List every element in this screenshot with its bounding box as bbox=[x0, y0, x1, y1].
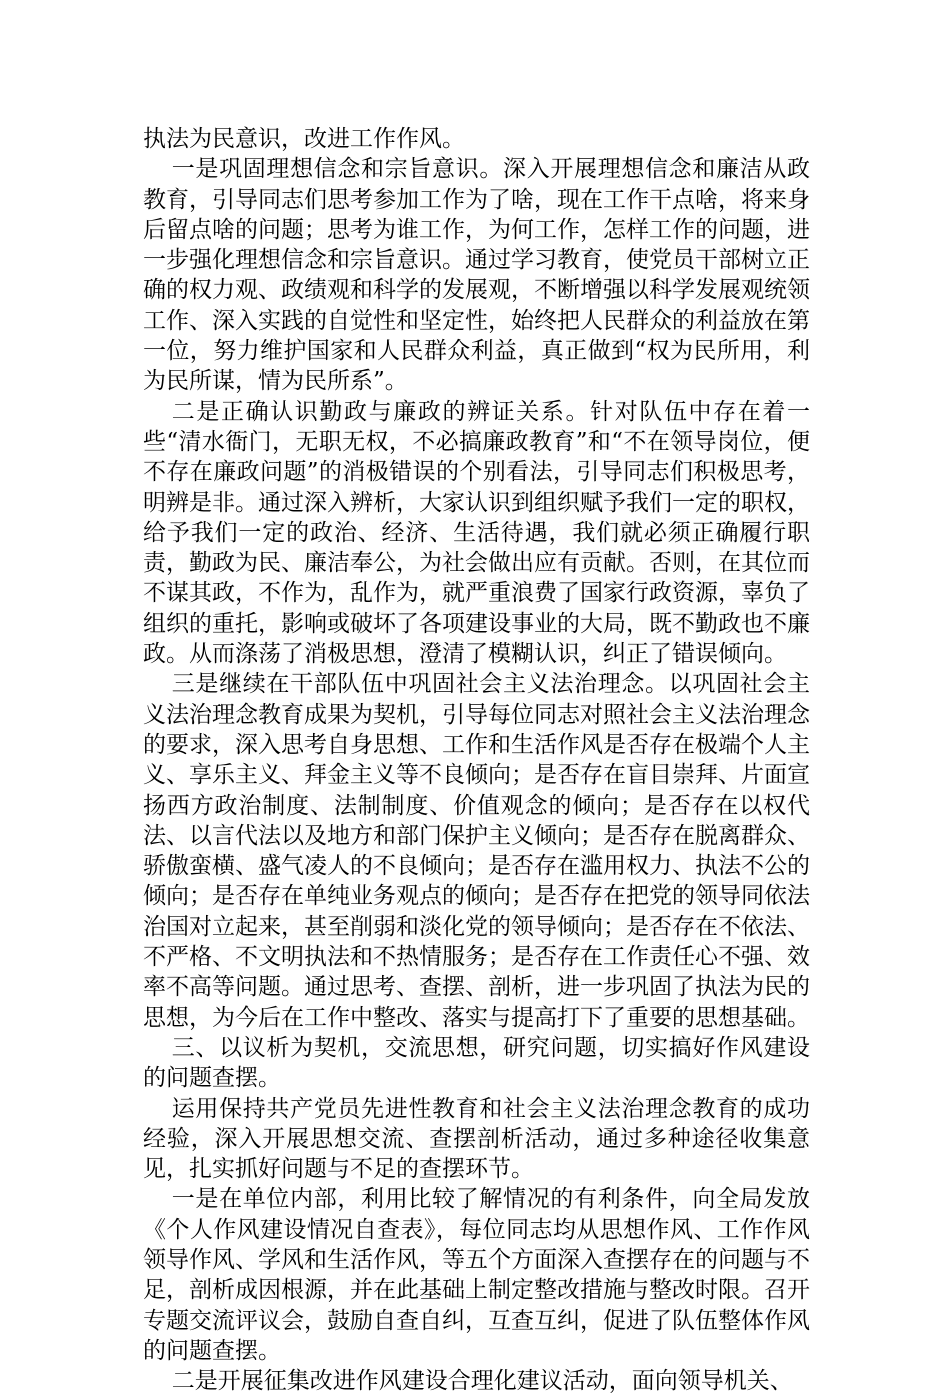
paragraph-rule-of-law: 三是继续在干部队伍中巩固社会主义法治理念。以巩固社会主义法治理念教育成果为契机，引导每位同志对照社会主义法治理念的要求，深入思考自身思想、工作和生活作风是否存在极端个人主义、享乐主义、拜金主义等不良倾向；是否存在盲目崇拜、片面宣扬西方政治制度、法制制度、价值观念的倾向；是否存在以权代法、以言代法以及地方和部门保护主义倾向；是否存在脱离群众、骄傲蛮横、盛气凌人的不良倾向；是否存在滥用权力、执法不公的倾向；是否存在单纯业务观点的倾向；是否存在把党的领导同依法治国对立起来，甚至削弱和淡化党的领导倾向；是否存在不依法、不严格、不文明执法和不热情服务；是否存在工作责任心不强、效率不高等问题。通过思考、查摆、剖析，进一步巩固了执法为民的思想，为今后在工作中整改、落实与提高打下了重要的思想基础。 bbox=[143, 671, 810, 1031]
paragraph-suggestions: 二是开展征集改进作风建设合理化建议活动，面向领导机关、 bbox=[171, 1368, 793, 1395]
paragraph-experience: 运用保持共产党员先进性教育和社会主义法治理念教育的成功经验，深入开展思想交流、查摆剖析活动，通过多种途径收集意见，扎实抓好问题与不足的查摆环节。 bbox=[143, 1095, 810, 1183]
paragraph-self-check-form: 一是在单位内部，利用比较了解情况的有利条件，向全局发放《个人作风建设情况自查表》，每位同志均从思想作风、工作作风领导作风、学风和生活作风，等五个方面深入查摆存在的问题与不足，剖析成因根源，并在此基础上制定整改措施与整改时限。召开专题交流评议会，鼓励自查自纠，互查互纠，促进了队伍整体作风的问题查摆。 bbox=[143, 1186, 810, 1364]
paragraph-continuation: 执法为民意识，改进工作作风。 bbox=[143, 126, 465, 152]
paragraph-ideals-and-purpose: 一是巩固理想信念和宗旨意识。深入开展理想信念和廉洁从政教育，引导同志们思考参加工作为了啥，现在工作干点啥，将来身后留点啥的问题；思考为谁工作，为何工作，怎样工作的问题，进一步强化理想信念和宗旨意识。通过学习教育，使党员干部树立正确的权力观、政绩观和科学的发展观，不断增强以科学发展观统领工作、深入实践的自觉性和坚定性，始终把人民群众的利益放在第一位，努力维护国家和人民群众利益，真正做到“权为民所用，利为民所谋，情为民所系”。 bbox=[143, 156, 810, 395]
section-heading-three: 三、以议析为契机，交流思想，研究问题，切实搞好作风建设的问题查摆。 bbox=[143, 1034, 810, 1092]
paragraph-diligence-and-integrity: 二是正确认识勤政与廉政的辨证关系。针对队伍中存在着一些“清水衙门，无职无权，不必搞廉政教育”和“不在领导岗位，便不存在廉政问题”的消极错误的个别看法，引导同志们积极思考，明辨是非。通过深入辨析，大家认识到组织赋予我们一定的职权，给予我们一定的政治、经济、生活待遇，我们就必须正确履行职责，勤政为民、廉洁奉公，为社会做出应有贡献。否则，在其位而不谋其政，不作为，乱作为，就严重浪费了国家行政资源，辜负了组织的重托，影响或破坏了各项建设事业的大局，既不勤政也不廉政。从而涤荡了消极思想，澄清了模糊认识，纠正了错误倾向。 bbox=[143, 398, 810, 668]
document-body bbox=[143, 124, 810, 1396]
